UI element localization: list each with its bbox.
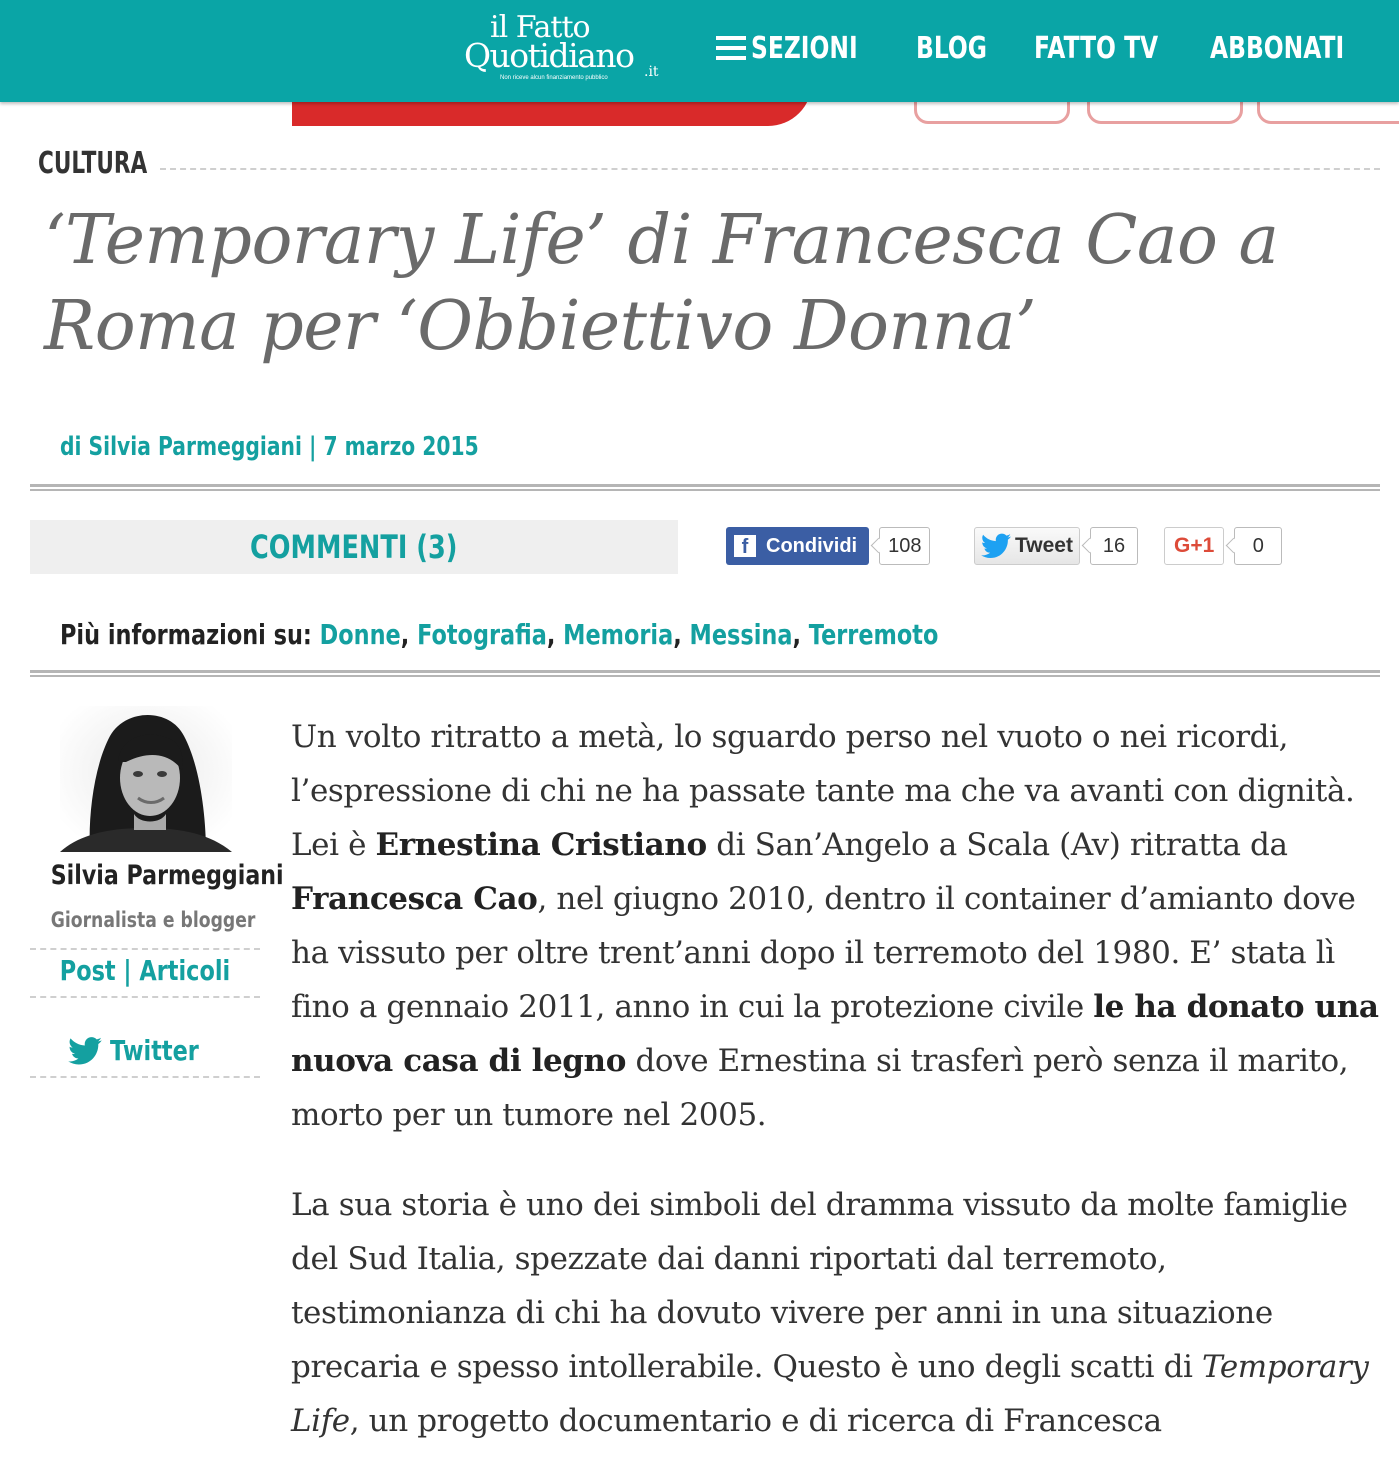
- gplus-count: 0: [1234, 527, 1282, 565]
- tag-fotografia[interactable]: Fotografia: [417, 618, 547, 651]
- twitter-share: [974, 526, 1138, 566]
- ad-button-shape: [914, 102, 1070, 124]
- ad-button-shape: [1087, 102, 1243, 124]
- twitter-bird-icon: [981, 533, 1011, 559]
- nav-fatto-tv-label: FATTO TV: [1034, 30, 1159, 66]
- nav-abbonati-label: ABBONATI: [1210, 30, 1345, 66]
- related-tags: Più informazioni su: Donne, Fotografia, Memoria, Messina, Terremoto: [60, 618, 939, 651]
- author-twitter-label: Twitter: [110, 1034, 200, 1067]
- sidebar-divider: [30, 1076, 260, 1078]
- author-twitter-link[interactable]: [30, 1034, 260, 1067]
- paragraph-text: dove Ernestina si trasferì però senza il marito, morto per un tumore nel 2005.: [291, 1043, 1349, 1133]
- nav-sezioni[interactable]: [716, 31, 888, 66]
- author-links: [53, 954, 237, 987]
- italic-text: Temporary Life: [291, 1349, 1369, 1439]
- tag-donne[interactable]: Donne: [319, 618, 401, 651]
- gplus-share: [1164, 526, 1282, 566]
- byline-separator: |: [308, 432, 317, 462]
- bold-text: Francesca Cao: [291, 881, 538, 917]
- logo-tld: .it: [644, 64, 659, 80]
- author-name[interactable]: Silvia Parmeggiani: [50, 860, 284, 891]
- sidebar-divider: [30, 948, 260, 950]
- byline-date: 7 marzo 2015: [323, 432, 479, 462]
- tag-memoria[interactable]: Memoria: [563, 618, 674, 651]
- paragraph-text: Un volto ritratto a metà, lo sguardo perso nel vuoto o nei ricordi, l’espressione di chi ne ha passate tante ma che va avanti con dignità. Lei è: [291, 719, 1355, 863]
- tweet-count: 16: [1090, 527, 1138, 565]
- advertisement-banner[interactable]: [292, 102, 1399, 126]
- logo-line-2: Quotidiano: [464, 36, 634, 75]
- tags-divider: [30, 670, 1380, 677]
- article-paragraph: [291, 1178, 1386, 1448]
- ad-button-shape: [1257, 102, 1399, 124]
- byline-divider: [30, 484, 1380, 491]
- facebook-icon: f: [734, 535, 756, 557]
- paragraph-text: , un progetto documentario e di ricerca di Francesca: [349, 1403, 1162, 1439]
- logo-line-1: il Fatto: [490, 10, 590, 45]
- facebook-share-label: Condividi: [766, 534, 858, 557]
- article-title: ‘Temporary Life’ di Francesca Cao a Roma per ‘Obbiettivo Donna’: [44, 201, 1279, 366]
- article-body: [291, 710, 1386, 1484]
- category-divider: [160, 168, 1380, 170]
- nav-blog-label: BLOG: [916, 30, 988, 66]
- site-logo[interactable]: [462, 10, 672, 90]
- paragraph-text: La sua storia è uno dei simboli del dramma vissuto da molte famiglie del Sud Italia, spezzate dai danni riportati dal terremoto, testimonianza di chi ha dovuto vivere per anni in una situazione precaria e spesso intollerabile. Questo è uno degli scatti di: [291, 1187, 1348, 1385]
- top-navigation-bar: [0, 0, 1399, 102]
- facebook-share-button[interactable]: [726, 527, 869, 565]
- twitter-bird-icon: [68, 1037, 102, 1065]
- author-avatar[interactable]: [60, 706, 232, 852]
- article-byline: [60, 432, 479, 462]
- nav-sezioni-label: SEZIONI: [751, 30, 858, 66]
- bold-text: Ernestina Cristiano: [375, 827, 707, 863]
- main-nav: [716, 24, 1370, 72]
- paragraph-text: di San’Angelo a Scala (Av) ritratta da: [706, 827, 1288, 863]
- gplus-button[interactable]: G+1: [1164, 527, 1224, 565]
- tweet-label: Tweet: [1015, 534, 1073, 557]
- sidebar-divider: [30, 996, 260, 998]
- logo-tagline: Non riceve alcun finanziamento pubblico: [500, 75, 608, 81]
- author-link-post[interactable]: Post: [59, 954, 116, 987]
- author-portrait-icon: [60, 706, 232, 852]
- nav-fatto-tv[interactable]: [1034, 31, 1182, 66]
- byline-prefix: di: [60, 432, 82, 462]
- tag-messina[interactable]: Messina: [689, 618, 793, 651]
- author-role: Giornalista e blogger: [50, 908, 256, 932]
- comments-label: COMMENTI (3): [250, 528, 458, 566]
- tags-label: Più informazioni su:: [60, 618, 312, 651]
- hamburger-icon: [716, 36, 741, 60]
- nav-blog[interactable]: [916, 31, 1006, 66]
- tag-terremoto[interactable]: Terremoto: [808, 618, 939, 651]
- article-paragraph: [291, 710, 1386, 1142]
- nav-abbonati[interactable]: [1210, 31, 1370, 66]
- author-link-articoli[interactable]: Articoli: [139, 954, 231, 987]
- paragraph-text: , nel giugno 2010, dentro il container d’amianto dove ha vissuto per oltre trent’anni dopo il terremoto del 1980. E’ stata lì fino a gennaio 2011, anno in cui la protezione civile: [291, 881, 1356, 1025]
- author-link-separator: |: [123, 954, 132, 987]
- comments-button[interactable]: [30, 520, 678, 574]
- facebook-share: [726, 526, 930, 566]
- facebook-share-count: 108: [879, 527, 930, 565]
- byline-author[interactable]: Silvia Parmeggiani: [88, 432, 302, 462]
- bold-text: le ha donato una nuova casa di legno: [291, 989, 1379, 1079]
- tweet-button[interactable]: [974, 527, 1080, 565]
- article-category[interactable]: CULTURA: [38, 146, 148, 181]
- ad-red-shape: [292, 102, 812, 126]
